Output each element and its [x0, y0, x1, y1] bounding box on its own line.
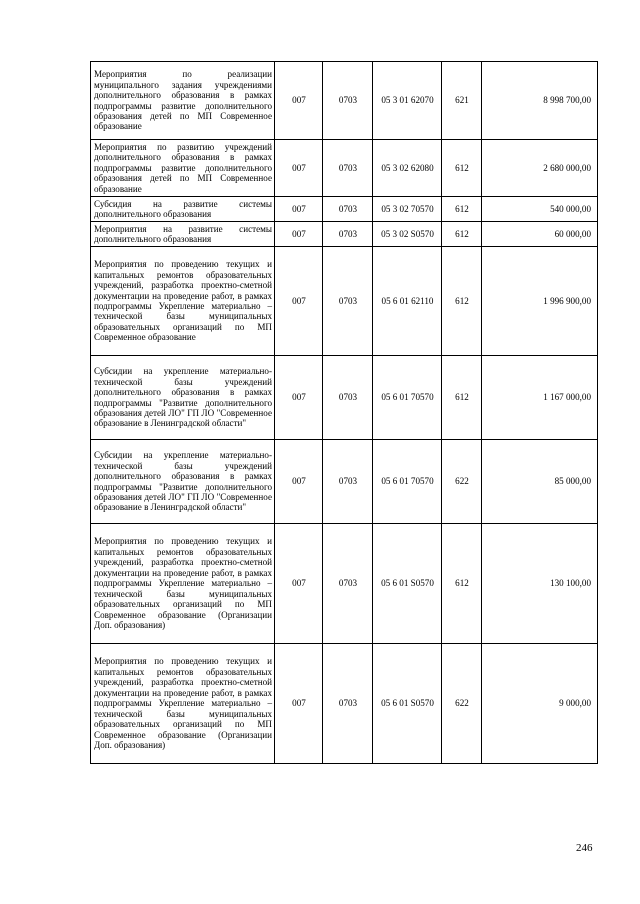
- row-target-article: 05 6 01 S0570: [373, 524, 442, 644]
- row-grbs: 007: [275, 62, 323, 140]
- row-description: Мероприятия по проведению текущих и капитальных ремонтов образовательных учреждений, разработка проектно-сметной документации на проведение работ, в рамках подпрограммы Укрепление материально – технической базы муниципальных образовательных организаций по МП Современное образование: [91, 247, 275, 356]
- row-description: Мероприятия на развитие системы дополнительного образования: [91, 222, 275, 247]
- row-expense-type: 612: [442, 222, 482, 247]
- row-target-article: 05 6 01 S0570: [373, 644, 442, 764]
- page-number: 246: [576, 842, 593, 854]
- row-description: Мероприятия по развитию учреждений дополнительного образования в рамках подпрограммы развитие дополнительного образования детей по МП Современное образование: [91, 140, 275, 197]
- row-description: Субсидии на укрепление материально-технической базы учреждений дополнительного образования в рамках подпрограммы "Развитие дополнительного образования детей ЛО" ГП ЛО "Современное образование в Ленинградской области": [91, 356, 275, 440]
- table-row: [91, 440, 598, 524]
- row-amount: 1 996 900,00: [482, 247, 598, 356]
- row-section: 0703: [323, 644, 373, 764]
- table-row: [91, 222, 598, 247]
- row-grbs: 007: [275, 247, 323, 356]
- row-amount: 60 000,00: [482, 222, 598, 247]
- row-section: 0703: [323, 524, 373, 644]
- row-grbs: 007: [275, 222, 323, 247]
- row-grbs: 007: [275, 644, 323, 764]
- row-target-article: 05 6 01 70570: [373, 356, 442, 440]
- table-row: [91, 524, 598, 644]
- row-expense-type: 622: [442, 440, 482, 524]
- row-grbs: 007: [275, 197, 323, 222]
- row-expense-type: 612: [442, 197, 482, 222]
- table-row: [91, 356, 598, 440]
- row-section: 0703: [323, 62, 373, 140]
- row-target-article: 05 3 02 70570: [373, 197, 442, 222]
- row-amount: 9 000,00: [482, 644, 598, 764]
- row-section: 0703: [323, 140, 373, 197]
- row-target-article: 05 6 01 70570: [373, 440, 442, 524]
- row-expense-type: 621: [442, 62, 482, 140]
- row-target-article: 05 6 01 62110: [373, 247, 442, 356]
- row-description: Мероприятия по реализации муниципального задания учреждениями дополнительного образования в рамках подпрограммы развитие дополнительного образования детей по МП Современное образование: [91, 62, 275, 140]
- table-row: [91, 62, 598, 140]
- row-grbs: 007: [275, 356, 323, 440]
- row-amount: 8 998 700,00: [482, 62, 598, 140]
- row-amount: 130 100,00: [482, 524, 598, 644]
- row-section: 0703: [323, 222, 373, 247]
- row-amount: 85 000,00: [482, 440, 598, 524]
- row-expense-type: 612: [442, 247, 482, 356]
- table-row: [91, 197, 598, 222]
- row-description: Субсидия на развитие системы дополнительного образования: [91, 197, 275, 222]
- table-row: [91, 247, 598, 356]
- row-amount: 2 680 000,00: [482, 140, 598, 197]
- row-section: 0703: [323, 356, 373, 440]
- row-expense-type: 612: [442, 356, 482, 440]
- row-expense-type: 622: [442, 644, 482, 764]
- row-amount: 1 167 000,00: [482, 356, 598, 440]
- row-target-article: 05 3 02 S0570: [373, 222, 442, 247]
- row-grbs: 007: [275, 524, 323, 644]
- row-section: 0703: [323, 197, 373, 222]
- table-row: [91, 140, 598, 197]
- row-description: Субсидии на укрепление материально-технической базы учреждений дополнительного образования в рамках подпрограммы "Развитие дополнительного образования детей ЛО" ГП ЛО "Современное образование в Ленинградской области": [91, 440, 275, 524]
- row-expense-type: 612: [442, 140, 482, 197]
- row-grbs: 007: [275, 440, 323, 524]
- row-section: 0703: [323, 440, 373, 524]
- row-section: 0703: [323, 247, 373, 356]
- row-target-article: 05 3 02 62080: [373, 140, 442, 197]
- row-grbs: 007: [275, 140, 323, 197]
- budget-table: [90, 61, 598, 764]
- row-expense-type: 612: [442, 524, 482, 644]
- row-amount: 540 000,00: [482, 197, 598, 222]
- row-description: Мероприятия по проведению текущих и капитальных ремонтов образовательных учреждений, разработка проектно-сметной документации на проведение работ, в рамках подпрограммы Укрепление материально – технической базы муниципальных образовательных организаций по МП Современное образование (Организации Доп. образования): [91, 524, 275, 644]
- row-target-article: 05 3 01 62070: [373, 62, 442, 140]
- row-description: Мероприятия по проведению текущих и капитальных ремонтов образовательных учреждений, разработка проектно-сметной документации на проведение работ, в рамках подпрограммы Укрепление материально – технической базы муниципальных образовательных организаций по МП Современное образование (Организации Доп. образования): [91, 644, 275, 764]
- table-row: [91, 644, 598, 764]
